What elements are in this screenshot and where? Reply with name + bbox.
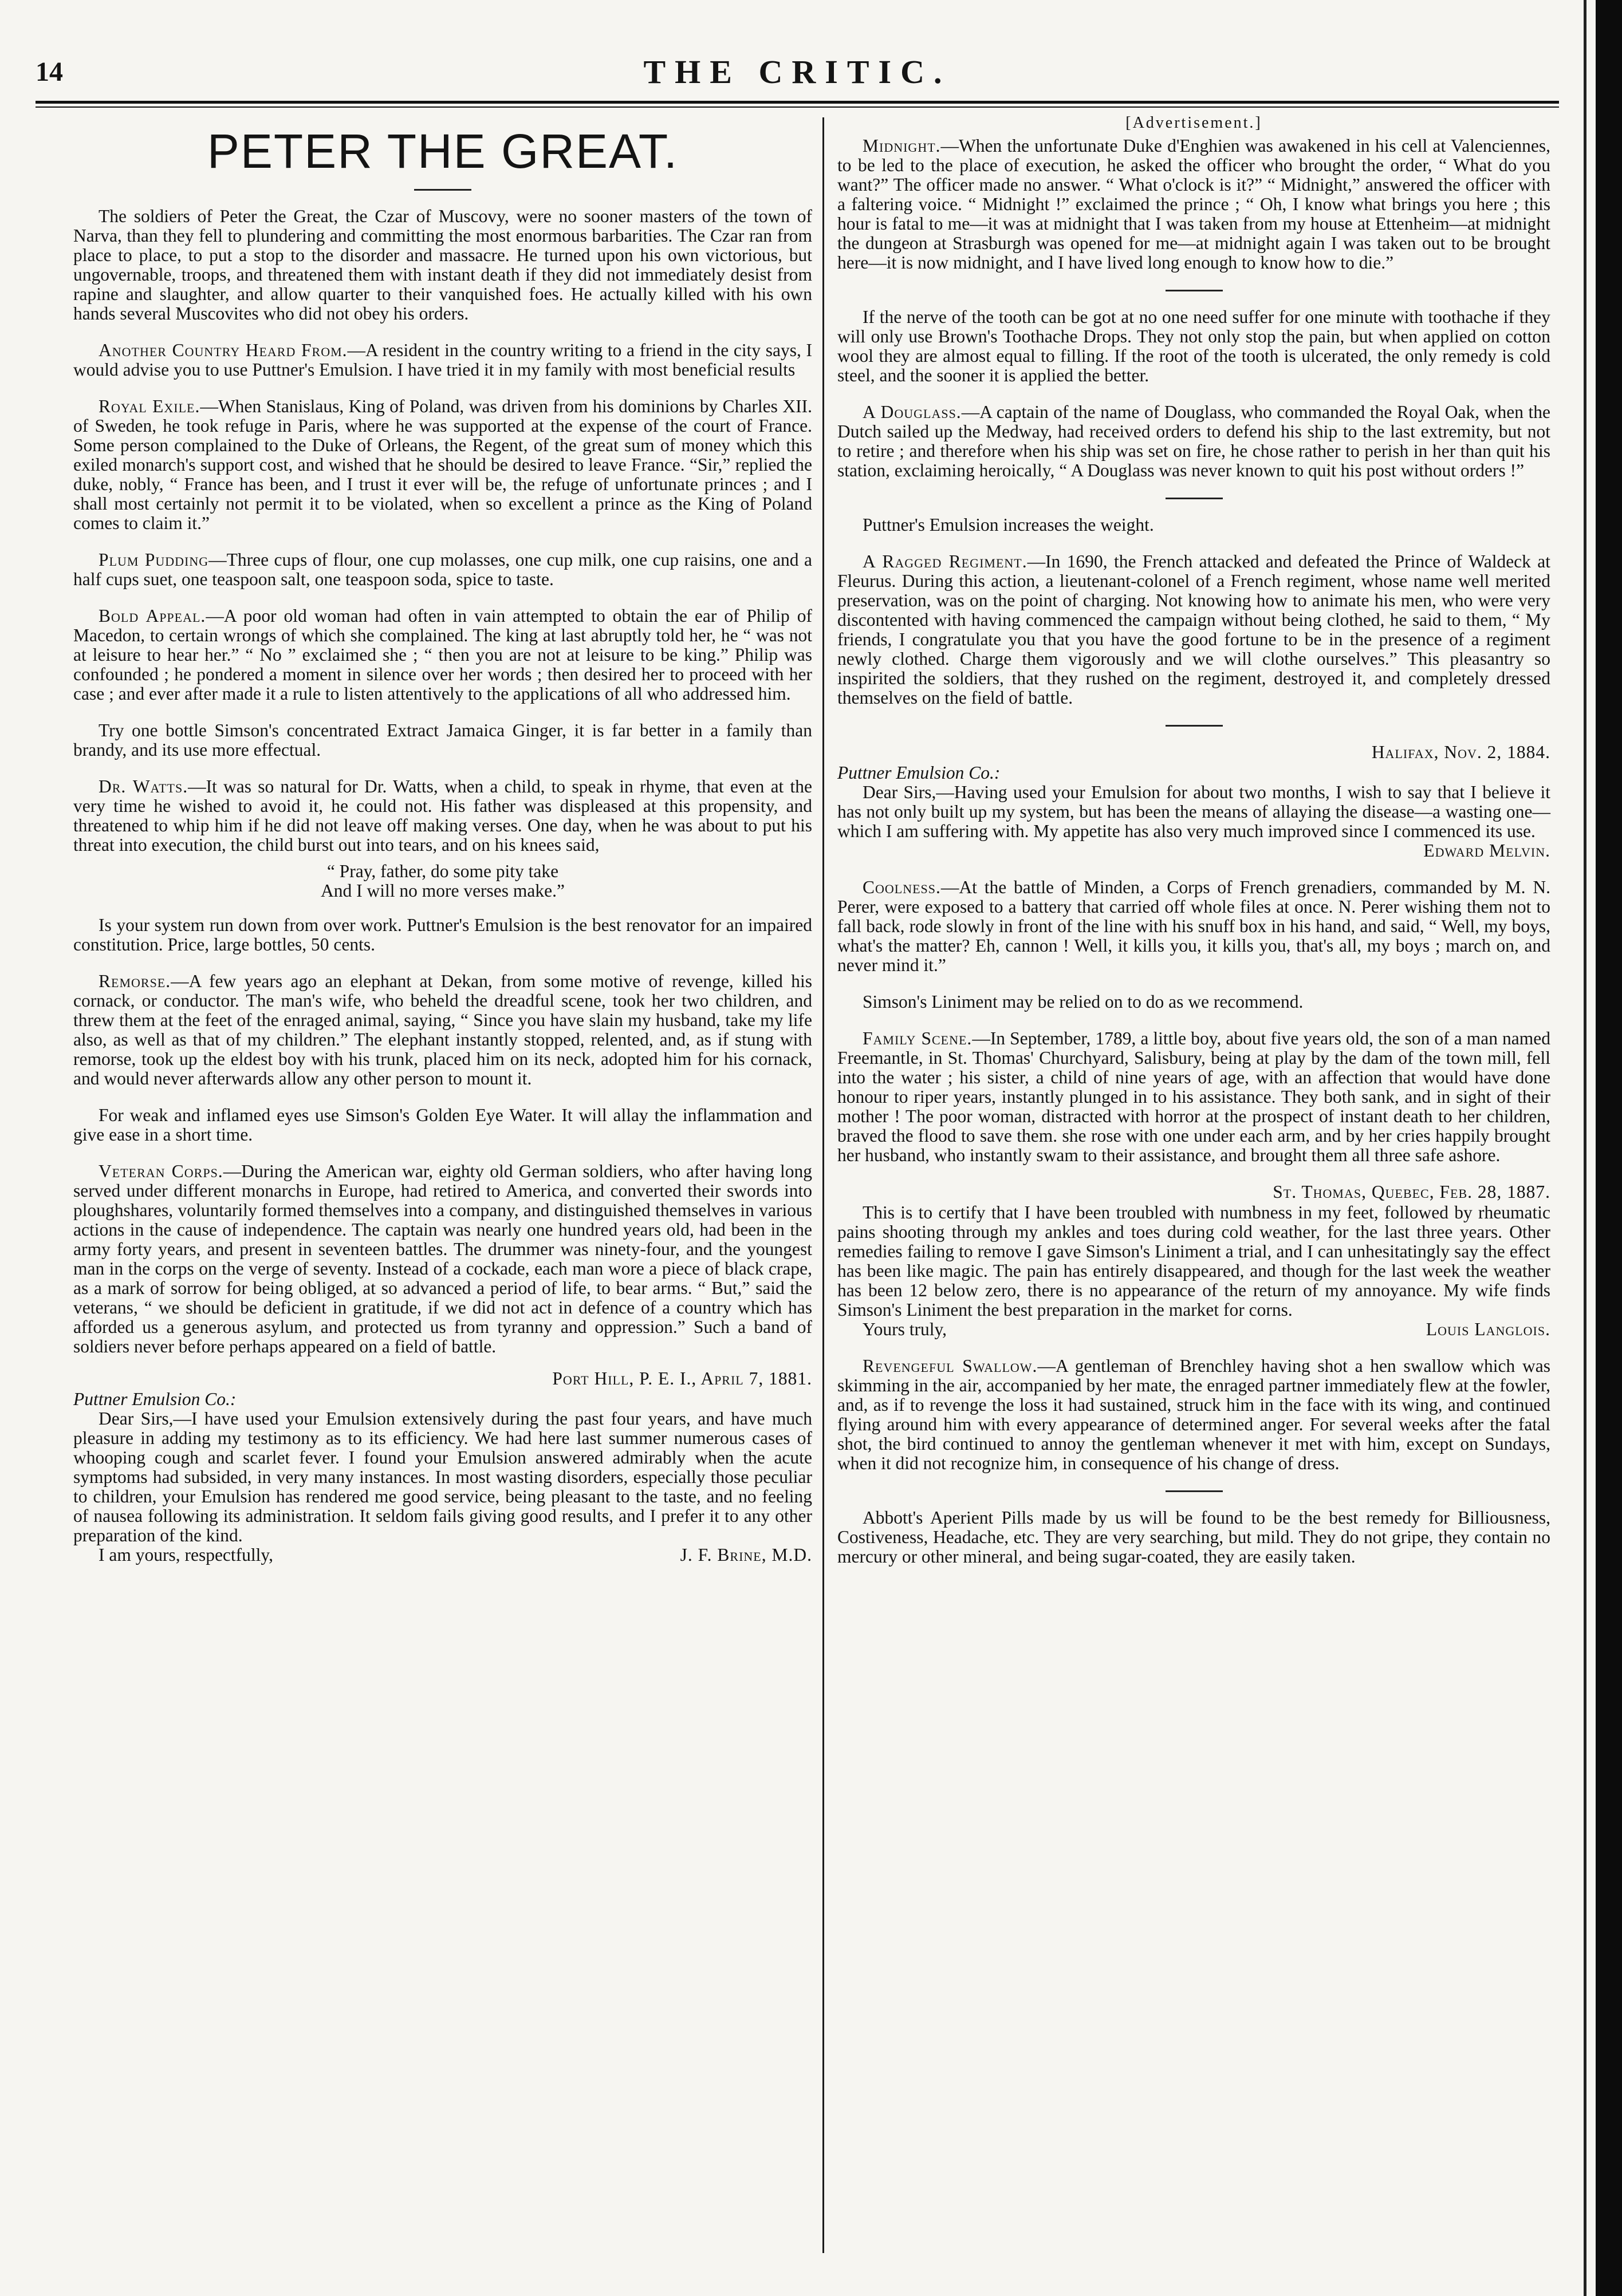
section-rule: [1166, 290, 1223, 291]
royal-text: —When Stanislaus, King of Poland, was driven from his dominions by Charles XII. of Sweden, he took refuge in Paris, where he was supported at the expense of the court of France. Some person complained to the Duke of Orleans, the Regent, of the great sum of money which this exiled monarch's support cost, and wished that he should be desired to leave France. “Sir,” replied the duke, nobly, “ France has been, and I trust it ever will be, the refuge of unfortunate princes ; and I shall most certainly not permit it to be violated, when so excellent a prince as the King of Poland comes to claim it.”: [73, 396, 812, 533]
verse-line-2: And I will no more verses make.”: [320, 881, 565, 901]
publication-title: THE CRITIC.: [643, 53, 951, 90]
verse-line-1: “ Pray, father, do some pity take: [326, 861, 559, 881]
veteran-text: —During the American war, eighty old German soldiers, who after having long served under different monarchs in Europe, had retired to America, and converted their swords into ploughshares, voluntarily formed themselves into a company, and distinguished themselves in various actions in the cause of independence. The captain was nearly one hundred years old, had been in the army forty years, and present in seventeen battles. The drummer was ninety-four, and the youngest man in the corps on the verge of seventy. Instead of a cockade, each man wore a piece of black crape, as a mark of sorrow for being obliged, at so advanced a period of life, to bear arms. “ But,” said the veterans, “ we should be deficient in gratitude, if we did not act in defence of a country which has afforded us a generous asylum, and protected us from tyranny and oppression.” Such a band of soldiers never before perhaps appeared on a field of battle.: [73, 1161, 812, 1356]
halifax-dateline: Halifax, Nov. 2, 1884.: [1371, 742, 1550, 762]
family-heading: Family Scene.: [863, 1028, 973, 1048]
section-rule: [1166, 498, 1223, 499]
family-paragraph: [837, 1029, 1550, 1165]
plum-paragraph: [73, 550, 812, 589]
porthill-letter: Dear Sirs,—I have used your Emulsion extensively during the past four years, and have much pleasure in adding my testimony as to its efficiency. We had here last summer numerous cases of whooping cough and scarlet fever. I found your Emulsion answered admirably when the acute symptoms had subsided, in very many instances. In most wasting disorders, especially those peculiar to children, your Emulsion has rendered me good service, being pleasant to the taste, and no feeling of nausea following its administration. It seldom fails giving good results, and I prefer it to any other preparation of the kind.: [73, 1409, 812, 1545]
peter-paragraph: The soldiers of Peter the Great, the Czar of Muscovy, were no sooner masters of the town of Narva, than they fell to plundering and committing the most enormous barbarities. The Czar ran from place to place, to put a stop to the disorder and massacre. He turned upon his own victorious, but ungovernable, troops, and threatened them with instant death if they did not immediately desist from rapine and slaughter, and allow quarter to their vanquished foes. He actually killed with his own hands several Muscovites who did not obey his orders.: [73, 206, 812, 324]
masthead-rule: [36, 101, 1559, 104]
advertisement-label: [Advertisement.]: [1125, 114, 1262, 132]
eyes-advert: For weak and inflamed eyes use Simson's Golden Eye Water. It will allay the inflammation and give ease in a short time.: [73, 1105, 812, 1145]
halifax-address: Puttner Emulsion Co.:: [837, 763, 1001, 783]
halifax-signature: Edward Melvin.: [1423, 841, 1550, 861]
swallow-heading: Revengeful Swallow.: [863, 1356, 1038, 1376]
remorse-text: —A few years ago an elephant at Dekan, from some motive of revenge, killed his cornack, or conductor. The man's wife, who beheld the dreadful scene, took her two children, and threw them at the feet of the enraged animal, saying, “ Since you have slain my husband, take my life also, as well as that of my children.” The elephant instantly stopped, relented, and, as if stung with remorse, took up the eldest boy with his trunk, placed him on its neck, adopted him for his cornack, and would never afterwards allow any other person to mount it.: [73, 971, 812, 1088]
plum-text: —Three cups of flour, one cup molasses, one cup milk, one cup raisins, one and a half cups suet, one teaspoon salt, one teaspoon soda, spice to taste.: [73, 550, 812, 589]
ginger-advert: Try one bottle Simson's concentrated Extract Jamaica Ginger, it is far better in a family than brandy, and its use more effectual.: [73, 720, 812, 760]
ragged-heading: A Ragged Regiment.: [863, 551, 1027, 571]
quebec-signature-line: [837, 1320, 1550, 1339]
halifax-letter: Dear Sirs,—Having used your Emulsion for about two months, I wish to say that I believe it has not only built up my system, but has been the means of allaying the disease—a wasting one—which I am suffering with. My appetite has also very much improved since I commenced its use.: [837, 782, 1550, 841]
section-rule: [1166, 1490, 1223, 1492]
section-rule: [1166, 725, 1223, 727]
remorse-paragraph: [73, 972, 812, 1088]
watts-text: —It was so natural for Dr. Watts, when a child, to speak in rhyme, that even at the very time he wished to avoid it, he could not. His father was displeased at this propensity, and threatened to whip him if he did not leave off making verses. One day, when he was about to put his threat into execution, the child burst out into tears, and on his knees said,: [73, 776, 812, 855]
midnight-text: —When the unfortunate Duke d'Enghien was awakened in his cell at Valenciennes, to be led to the place of execution, he asked the officer who brought the order, “ What do you want?” The officer made no answer. “ What o'clock is it?” “ Midnight,” answered the officer with a faltering voice. “ Midnight !” exclaimed the prince ; “ Oh, I know what brings you here ; this hour is fatal to me—it was at midnight that I was taken from my house at Ettenheim—at midnight the dungeon at Strasburgh was opened for me—at midnight again I was taken out to be brought here—it is now midnight, and I have lived long enough to know how to die.”: [837, 136, 1550, 273]
porthill-closing: I am yours, respectfully,: [99, 1545, 273, 1565]
watts-paragraph: [73, 777, 812, 855]
liniment-advert: Simson's Liniment may be relied on to do as we recommend.: [863, 992, 1304, 1012]
quebec-dateline: St. Thomas, Quebec, Feb. 28, 1887.: [1273, 1182, 1550, 1202]
coolness-heading: Coolness.: [863, 877, 941, 897]
column-divider: [822, 117, 824, 2253]
swallow-text: —A gentleman of Brenchley having shot a hen swallow which was skimming in the air, accompanied by her mate, the enraged partner immediately flew at the fowler, and, as if to revenge the loss it had sustained, struck him in the face with its wing, and continued flying around him with every appearance of determined anger. For several weeks after the fatal shot, the bird continued to annoy the gentleman whenever it met with him, except on Sundays, when it did not recognize him, in consequence of his change of dress.: [837, 1356, 1550, 1473]
country-text: —A resident in the country writing to a friend in the city says, I would advise you to use Puttner's Emulsion. I have tried it in my family with most beneficial results: [73, 340, 813, 380]
article-title: PETER THE GREAT.: [207, 124, 679, 178]
country-paragraph: [73, 341, 812, 380]
plum-heading: Plum Pudding: [99, 550, 209, 570]
porthill-address: Puttner Emulsion Co.:: [73, 1389, 237, 1409]
page-number: 14: [36, 57, 63, 87]
quebec-closing: Yours truly,: [863, 1319, 947, 1339]
veteran-heading: Veteran Corps.: [99, 1161, 223, 1181]
royal-paragraph: [73, 397, 812, 533]
right-column: [837, 113, 1550, 1584]
country-heading: Another Country Heard From.: [99, 340, 348, 360]
remorse-heading: Remorse.: [99, 971, 171, 991]
masthead: [36, 53, 1559, 108]
left-column: [73, 113, 812, 1582]
bold-paragraph: [73, 606, 812, 704]
quebec-signature: Louis Langlois.: [1426, 1319, 1550, 1339]
masthead-rule-thin: [36, 106, 1559, 108]
ragged-paragraph: [837, 552, 1550, 708]
family-text: —In September, 1789, a little boy, about five years old, the son of a man named Freemantle, in St. Thomas' Churchyard, Salisbury, being at play by the dam of the town mill, fell into the water ; his sister, a child of nine years of age, with an affection that would have done honour to riper years, instantly plunged in to his assistance. They both sank, and in sight of their mother ! The poor woman, distracted with horror at the prospect of instant death to her children, braved the flood to save them. she rose with one under each arm, and by her cries happily brought her husband, who instantly swam to their assistance, and brought them all three safe ashore.: [837, 1028, 1550, 1165]
swallow-paragraph: [837, 1356, 1550, 1473]
quebec-letter: This is to certify that I have been troubled with numbness in my feet, followed by rheumatic pains shooting through my ankles and toes during cold weather, for the last three years. Other remedies failing to remove I gave Simson's Liniment a trial, and I can unhesitatingly say the effect has been like magic. The pain has entirely disappeared, and though for the last week the weather has been 12 below zero, there is no appearance of the return of my annoyance. My wife finds Simson's Liniment the best preparation in the market for corns.: [837, 1202, 1550, 1320]
douglass-text: —A captain of the name of Douglass, who commanded the Royal Oak, when the Dutch sailed up the Medway, had received orders to defend his ship to the last extremity, but not to retire ; and therefore when his ship was set on fire, he chose rather to perish in her than quit his station, exclaiming heroically, “ A Douglass was never known to quit his post without orders !”: [837, 402, 1551, 480]
pills-advert: Abbott's Aperient Pills made by us will be found to be the best remedy for Billiousness, Costiveness, Headache, etc. They are very searching, but mild. They do not gripe, they contain no mercury or other mineral, and being sugar-coated, they are easily taken.: [837, 1508, 1550, 1567]
bold-heading: Bold Appeal.: [99, 606, 206, 626]
title-rule: [414, 189, 471, 191]
douglass-heading: A Douglass.: [863, 402, 962, 422]
royal-heading: Royal Exile.: [99, 396, 200, 416]
bold-text: —A poor old woman had often in vain attempted to obtain the ear of Philip of Macedon, to certain wrongs of which she complained. The king at last abruptly told her, he “ was not at leisure to hear her.” “ No ” exclaimed she ; “ then you are not at leisure to be king.” Philip was confounded ; he pondered a moment in silence over her words ; then desired her to proceed with her case ; and ever after made it a rule to listen attentively to the applications of all who addressed him.: [73, 606, 812, 704]
coolness-text: —At the battle of Minden, a Corps of French grenadiers, commanded by M. N. Perer, were exposed to a battery that carried off whole files at once. N. Perer wishing them not to fall back, rode slowly in front of the line with his snuff box in his hand, and said, “ Well, my boys, what's the matter? Eh, cannon ! Well, it kills you, it kills you, that's all, my boys ; march on, and never mind it.”: [837, 877, 1550, 975]
rundown-advert: Is your system run down from over work. Puttner's Emulsion is the best renovator for an impaired constitution. Price, large bottles, 50 cents.: [73, 915, 812, 954]
porthill-dateline: Port Hill, P. E. I., April 7, 1881.: [552, 1368, 812, 1388]
midnight-paragraph: [837, 136, 1550, 273]
midnight-heading: Midnight.: [863, 136, 941, 156]
weight-advert: Puttner's Emulsion increases the weight.: [863, 515, 1154, 535]
page-edge-line: [1584, 0, 1586, 2296]
porthill-signature: J. F. Brine, M.D.: [680, 1545, 812, 1565]
douglass-paragraph: [837, 403, 1550, 480]
ragged-text: —In 1690, the French attacked and defeated the Prince of Waldeck at Fleurus. During this action, a lieutenant-colonel of a French regiment, whose name well merited preservation, was on the point of charging. Not knowing how to animate his men, who were very discontented with having commenced the campaign without being clothed, he said to them, “ My friends, I congratulate you that you have the good fortune to be in the presence of a regiment newly clothed. Charge them vigorously and we will clothe ourselves.” This pleasantry so inspirited the soldiers, that they rushed on the regiment, destroyed it, and completely dressed themselves on the field of battle.: [837, 551, 1550, 708]
veteran-paragraph: [73, 1162, 812, 1356]
toothache-advert: If the nerve of the tooth can be got at no one need suffer for one minute with toothache if they will only use Brown's Toothache Drops. They not only stop the pain, but when applied on cotton wool they are almost equal to filling. If the root of the tooth is ulcerated, the only remedy is cold steel, and the sooner it is applied the better.: [837, 307, 1550, 385]
porthill-signature-line: [73, 1545, 812, 1565]
page-edge-shadow: [1596, 0, 1622, 2296]
coolness-paragraph: [837, 878, 1550, 975]
watts-heading: Dr. Watts.: [99, 776, 188, 796]
